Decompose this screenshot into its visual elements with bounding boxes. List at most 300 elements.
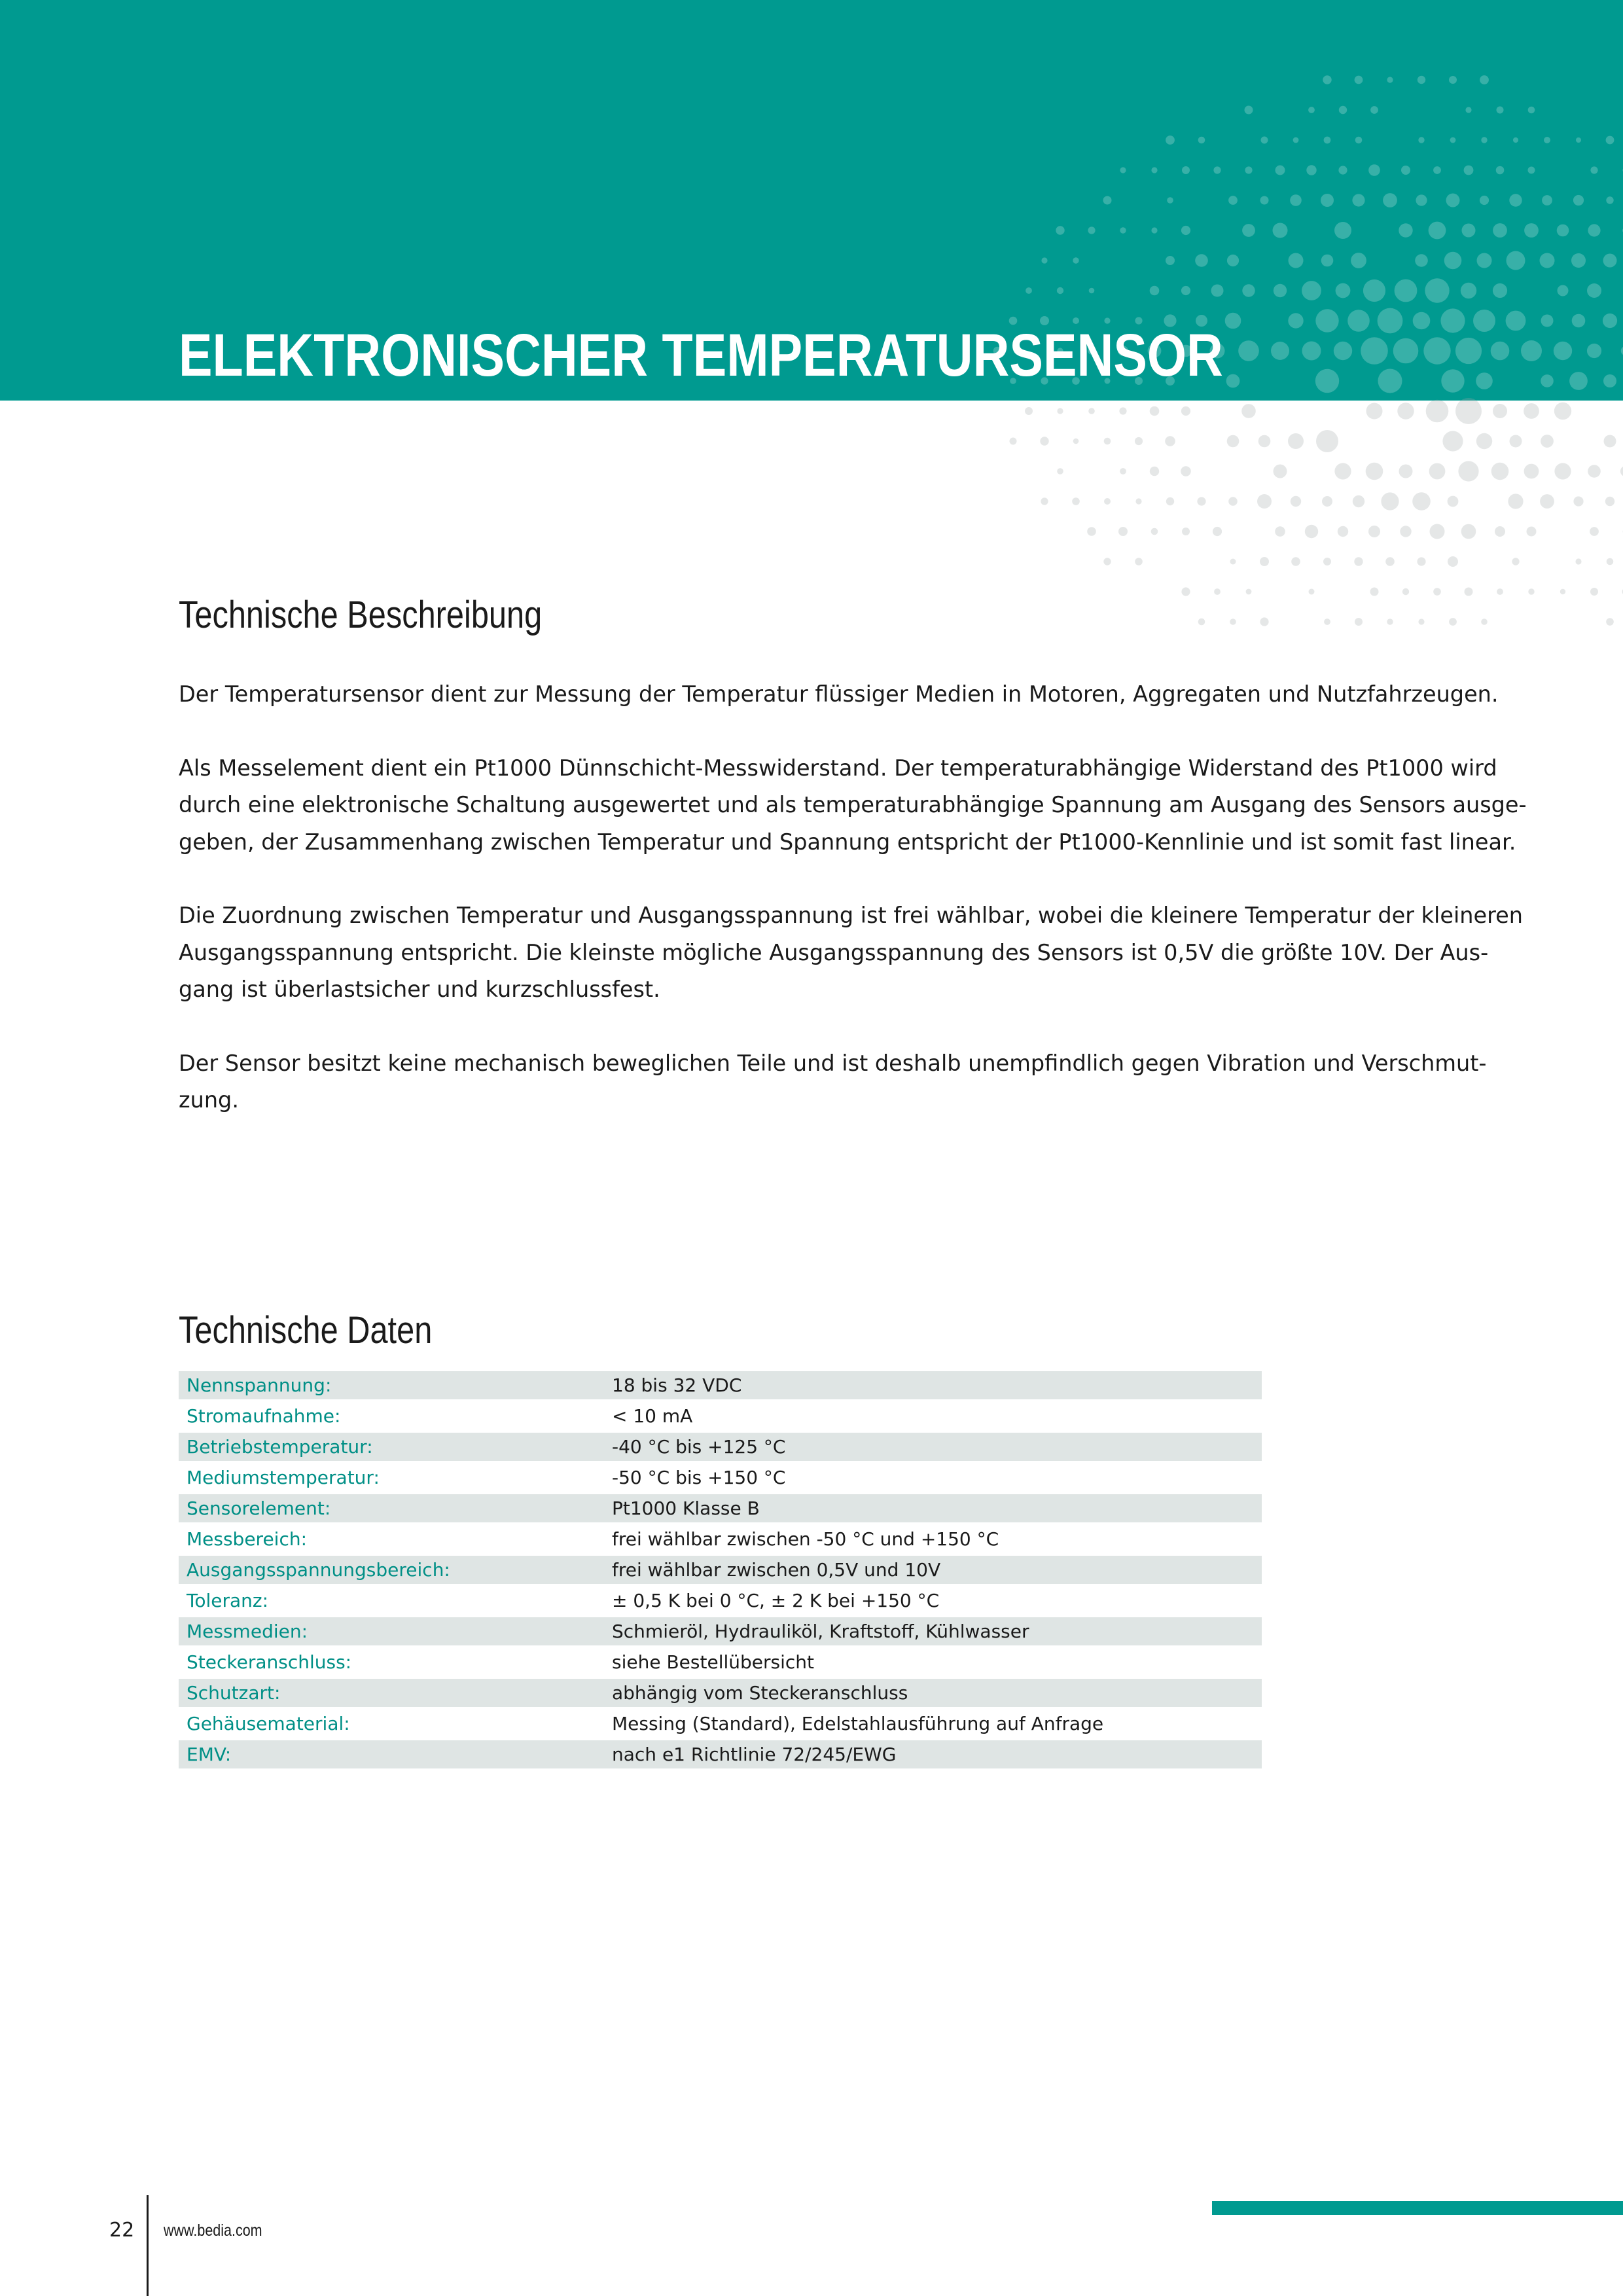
pattern-dot: [1606, 618, 1614, 626]
pattern-dot: [1302, 281, 1321, 300]
pattern-dot: [1182, 528, 1190, 535]
pattern-dot: [1540, 253, 1555, 268]
pattern-dot: [1554, 463, 1571, 479]
pattern-dot: [1010, 438, 1017, 445]
pattern-dot: [1541, 435, 1554, 448]
pattern-dot: [1425, 278, 1449, 302]
pattern-dot: [1150, 406, 1160, 416]
pattern-dot: [1291, 496, 1301, 507]
spec-value: Messing (Standard), Edelstahlausführung auf Anfrage: [612, 1713, 1104, 1734]
description-paragraph: [179, 750, 1527, 861]
footer-url: www.bedia.com: [164, 2221, 262, 2240]
pattern-dot: [1308, 107, 1315, 113]
description-line: Der Sensor besitzt keine mechanisch beweglichen Teile und ist deshalb unempfindlich gegen Vibration und Verschmut-: [179, 1050, 1487, 1076]
pattern-dot: [1370, 588, 1379, 596]
pattern-dot: [1323, 75, 1331, 84]
pattern-dot: [1587, 344, 1601, 358]
pattern-dot: [1508, 493, 1523, 509]
pattern-dot: [1480, 196, 1489, 205]
pattern-dot: [1402, 588, 1409, 595]
pattern-dot: [1353, 495, 1364, 507]
spec-key: Stromaufnahme:: [187, 1405, 341, 1427]
pattern-dot: [1588, 465, 1601, 478]
pattern-dot: [1355, 137, 1363, 144]
pattern-dot: [1087, 527, 1096, 536]
pattern-dot: [1528, 107, 1535, 114]
pattern-dot: [1166, 256, 1175, 265]
pattern-dot: [1104, 438, 1111, 445]
pattern-dot: [1293, 137, 1299, 143]
pattern-dot: [1544, 137, 1550, 143]
description-line: Die Zuordnung zwischen Temperatur und Ausgangsspannung ist frei wählbar, wobei die kleinere Temperatur der kleineren: [179, 903, 1523, 928]
pattern-dot: [1182, 166, 1190, 174]
spec-value: abhängig vom Steckeranschluss: [612, 1679, 1262, 1707]
pattern-dot: [1323, 558, 1331, 565]
pattern-dot: [1309, 589, 1315, 595]
pattern-dot: [1289, 253, 1304, 268]
description-line: geben, der Zusammenhang zwischen Temperatur und Spannung entspricht der Pt1000-Kennlinie und ist somit fast linear.: [179, 829, 1516, 855]
pattern-dot: [1444, 252, 1462, 270]
pattern-dot: [1245, 106, 1253, 115]
pattern-dot: [1041, 257, 1047, 263]
pattern-dot: [1302, 342, 1321, 361]
pattern-dot: [1449, 618, 1457, 626]
description-body: [179, 676, 1527, 1156]
pattern-dot: [1151, 167, 1157, 173]
pattern-dot: [1461, 524, 1476, 539]
pattern-dot: [1073, 439, 1079, 444]
pattern-dot: [1056, 226, 1064, 234]
pattern-dot: [1383, 193, 1397, 207]
pattern-dot: [1242, 224, 1255, 237]
pattern-dot: [1150, 467, 1159, 476]
pattern-dot: [1524, 223, 1539, 238]
pattern-dot: [1491, 342, 1510, 361]
pattern-dot: [1241, 404, 1256, 418]
pattern-dot: [1261, 137, 1268, 144]
pattern-dot: [1497, 588, 1503, 595]
pattern-dot: [1338, 526, 1348, 537]
pattern-dot: [1315, 369, 1339, 393]
pattern-dot: [1135, 558, 1143, 565]
pattern-dot: [1354, 557, 1363, 565]
pattern-dot: [1366, 463, 1383, 480]
pattern-dot: [1573, 195, 1584, 206]
pattern-dot: [1057, 468, 1063, 475]
spec-value: -50 °C bis +150 °C: [612, 1467, 786, 1488]
pattern-dot: [1527, 527, 1537, 537]
pattern-dot: [1473, 310, 1495, 332]
pattern-dot: [1590, 588, 1598, 596]
description-line: gang ist überlastsicher und kurzschlussfest.: [179, 977, 660, 1002]
pattern-dot: [1321, 194, 1334, 207]
pattern-dot: [1399, 465, 1413, 478]
pattern-dot: [1351, 253, 1366, 268]
pattern-dot: [1604, 435, 1616, 448]
pattern-dot: [1246, 589, 1252, 595]
pattern-dot: [1165, 436, 1175, 446]
pattern-dot: [1569, 372, 1588, 390]
spec-value: siehe Bestellübersicht: [612, 1651, 814, 1673]
pattern-dot: [1573, 496, 1583, 506]
pattern-dot: [1387, 77, 1393, 82]
pattern-dot: [1324, 619, 1330, 625]
pattern-dot: [1387, 619, 1393, 624]
pattern-dot: [1399, 223, 1412, 237]
pattern-dot: [1181, 226, 1190, 235]
pattern-dot: [1510, 435, 1522, 448]
pattern-dot: [1524, 464, 1539, 479]
pattern-dot: [1481, 619, 1488, 625]
pattern-dot: [1104, 498, 1111, 505]
spec-row: [179, 1679, 1262, 1707]
pattern-dot: [1120, 167, 1126, 173]
spec-key: Mediumstemperatur:: [187, 1467, 380, 1488]
pattern-dot: [1480, 75, 1489, 84]
pattern-dot: [1334, 342, 1352, 360]
pattern-dot: [1088, 408, 1095, 414]
pattern-dot: [1135, 498, 1141, 504]
pattern-dot: [1260, 557, 1269, 566]
pattern-dot: [1151, 227, 1157, 233]
pattern-dot: [1368, 164, 1380, 176]
pattern-dot: [1324, 137, 1331, 144]
pattern-dot: [1554, 342, 1572, 360]
description-heading: Technische Beschreibung: [179, 594, 543, 636]
description-paragraph: [179, 676, 1499, 713]
pattern-dot: [1400, 526, 1411, 537]
pattern-dot: [1211, 285, 1224, 297]
pattern-dot: [1557, 224, 1569, 237]
pattern-dot: [1338, 166, 1347, 174]
spec-key: EMV:: [179, 1740, 612, 1768]
pattern-dot: [1603, 314, 1617, 328]
spec-value: -40 °C bis +125 °C: [612, 1433, 1262, 1461]
page-title: ELEKTRONISCHER TEMPERATURSENSOR: [179, 322, 1223, 389]
spec-key: Sensorelement:: [179, 1494, 612, 1522]
pattern-dot: [1477, 253, 1492, 268]
pattern-dot: [1415, 254, 1428, 267]
pattern-dot: [1352, 194, 1364, 206]
pattern-dot: [1497, 107, 1504, 114]
pattern-dot: [1316, 430, 1338, 452]
pattern-dot: [1426, 400, 1449, 423]
pattern-dot: [1321, 255, 1334, 267]
pattern-dot: [1605, 497, 1614, 506]
pattern-dot: [1378, 308, 1403, 334]
pattern-dot: [1481, 137, 1487, 143]
pattern-dot: [1334, 463, 1351, 479]
pattern-dot: [1450, 137, 1456, 143]
pattern-dot: [1433, 588, 1441, 596]
pattern-dot: [1542, 195, 1552, 206]
pattern-dot: [1493, 223, 1507, 238]
pattern-dot: [1275, 166, 1285, 175]
pattern-dot: [1057, 287, 1063, 294]
pattern-dot: [1493, 283, 1507, 298]
pattern-dot: [1393, 338, 1419, 364]
pattern-dot: [1230, 619, 1236, 625]
pattern-dot: [1412, 492, 1431, 511]
pattern-dot: [1575, 558, 1581, 564]
pattern-dot: [1491, 463, 1509, 480]
pattern-dot: [1291, 557, 1300, 566]
pattern-dot: [1554, 403, 1571, 420]
pattern-dot: [1423, 337, 1450, 364]
pattern-dot: [1587, 283, 1601, 298]
spec-value: frei wählbar zwischen -50 °C und +150 °C: [612, 1528, 999, 1550]
spec-key: Betriebstemperatur:: [179, 1433, 612, 1461]
pattern-dot: [1275, 526, 1285, 537]
spec-row: [179, 1648, 1262, 1676]
pattern-dot: [1073, 257, 1079, 263]
spec-row: [179, 1463, 1262, 1492]
pattern-dot: [1462, 224, 1476, 238]
pattern-dot: [1257, 494, 1272, 509]
data-heading: Technische Daten: [179, 1309, 433, 1352]
pattern-dot: [1120, 227, 1126, 233]
pattern-dot: [1290, 194, 1302, 206]
pattern-dot: [1401, 166, 1410, 175]
pattern-dot: [1378, 369, 1402, 393]
pattern-dot: [1228, 196, 1238, 205]
pattern-dot: [1448, 556, 1458, 567]
pattern-dot: [1306, 165, 1316, 175]
pattern-dot: [1512, 558, 1519, 565]
spec-key: Steckeranschluss:: [187, 1651, 352, 1673]
pattern-dot: [1230, 559, 1236, 565]
pattern-dot: [1588, 224, 1600, 236]
pattern-dot: [1381, 492, 1399, 510]
spec-value: 18 bis 32 VDC: [612, 1371, 1262, 1399]
pattern-dot: [1603, 374, 1616, 387]
pattern-dot: [1528, 588, 1534, 594]
pattern-dot: [1606, 196, 1613, 204]
description-line: Der Temperatursensor dient zur Messung der Temperatur flüssiger Medien in Motoren, Aggregaten und Nutzfahrzeugen.: [179, 681, 1499, 707]
pattern-dot: [1025, 407, 1033, 415]
pattern-dot: [1465, 107, 1471, 113]
pattern-dot: [1458, 461, 1478, 481]
pattern-dot: [1260, 196, 1269, 205]
pattern-dot: [1315, 309, 1338, 332]
pattern-dot: [1418, 619, 1424, 624]
pattern-dot: [1166, 135, 1175, 145]
spec-key: Gehäusematerial:: [187, 1713, 350, 1734]
pattern-dot: [1274, 465, 1287, 478]
pattern-dot: [1607, 558, 1614, 565]
pattern-dot: [1258, 435, 1271, 448]
pattern-dot: [1103, 196, 1112, 205]
footer-divider: [147, 2195, 149, 2296]
pattern-dot: [1238, 340, 1259, 361]
spec-row: [179, 1402, 1262, 1430]
pattern-dot: [1576, 137, 1581, 143]
pattern-dot: [1397, 403, 1414, 419]
pattern-dot: [1135, 437, 1143, 445]
pattern-dot: [1226, 374, 1240, 388]
pattern-dot: [1245, 166, 1252, 173]
pattern-dot: [1273, 223, 1288, 238]
pattern-dot: [1242, 284, 1255, 296]
pattern-dot: [1540, 494, 1554, 509]
description-paragraph: [179, 1045, 1487, 1119]
pattern-dot: [1417, 557, 1425, 565]
pattern-dot: [1507, 251, 1525, 270]
spec-key: Toleranz:: [187, 1590, 269, 1611]
spec-key: Schutzart:: [179, 1679, 612, 1707]
pattern-dot: [1057, 408, 1063, 414]
pattern-dot: [1571, 253, 1586, 268]
pattern-dot: [1227, 435, 1240, 448]
pattern-dot: [1322, 496, 1332, 507]
pattern-dot: [1198, 619, 1205, 626]
pattern-dot: [1464, 166, 1474, 175]
pattern-dot: [1225, 313, 1241, 329]
pattern-dot: [1088, 226, 1095, 234]
spec-key: Messbereich:: [187, 1528, 308, 1550]
pattern-dot: [1465, 588, 1473, 596]
pattern-dot: [1120, 468, 1126, 475]
pattern-dot: [1288, 433, 1304, 449]
pattern-dot: [1361, 337, 1388, 365]
pattern-dot: [1151, 528, 1158, 535]
pattern-dot: [1274, 284, 1287, 297]
pattern-dot: [1590, 166, 1597, 173]
pattern-dot: [1461, 283, 1476, 298]
pattern-dot: [1495, 526, 1505, 537]
pattern-dot: [1181, 466, 1191, 476]
spec-value: nach e1 Richtlinie 72/245/EWG: [612, 1740, 1262, 1768]
pattern-dot: [1509, 194, 1522, 206]
pattern-dot: [1455, 338, 1482, 364]
spec-table: [179, 1369, 1262, 1771]
pattern-dot: [1041, 497, 1048, 505]
pattern-dot: [1590, 527, 1599, 536]
pattern-dot: [1429, 222, 1446, 240]
pattern-dot: [1198, 137, 1205, 144]
pattern-dot: [1288, 313, 1303, 328]
pattern-dot: [1181, 587, 1190, 596]
pattern-dot: [1355, 618, 1363, 626]
pattern-dot: [1560, 589, 1565, 594]
pattern-dot: [1429, 463, 1446, 480]
pattern-dot: [1524, 403, 1539, 419]
spec-key: Ausgangsspannungsbereich:: [179, 1556, 612, 1584]
spec-value: Schmieröl, Hydrauliköl, Kraftstoff, Kühlwasser: [612, 1617, 1262, 1645]
spec-value: Pt1000 Klasse B: [612, 1494, 1262, 1522]
pattern-dot: [1413, 312, 1431, 330]
spec-key: Nennspannung:: [179, 1371, 612, 1399]
pattern-dot: [1433, 166, 1441, 174]
spec-row: [179, 1740, 1262, 1768]
pattern-dot: [1476, 433, 1492, 449]
footer-accent-bar: [1212, 2201, 1623, 2215]
spec-value: < 10 mA: [612, 1405, 693, 1427]
spec-row: [179, 1525, 1262, 1553]
pattern-dot: [1072, 497, 1080, 505]
spec-row: [179, 1494, 1262, 1522]
pattern-dot: [1418, 76, 1425, 84]
pattern-dot: [1181, 286, 1190, 295]
spec-key: Messmedien:: [179, 1617, 612, 1645]
pattern-dot: [1521, 340, 1542, 361]
pattern-dot: [1339, 106, 1347, 114]
pattern-dot: [1528, 167, 1535, 174]
pattern-dot: [1118, 527, 1128, 536]
pattern-dot: [1334, 222, 1351, 239]
pattern-dot: [1195, 254, 1208, 267]
pattern-dot: [1260, 617, 1268, 626]
pattern-dot: [1506, 311, 1526, 331]
pattern-dot: [1197, 497, 1205, 505]
pattern-dot: [1418, 137, 1424, 143]
pattern-dot: [1368, 526, 1380, 537]
pattern-dot: [1366, 403, 1383, 420]
pattern-dot: [1558, 285, 1569, 296]
pattern-dot: [1513, 137, 1518, 143]
pattern-dot: [1441, 369, 1464, 392]
pattern-dot: [1370, 106, 1378, 114]
pattern-dot: [1214, 588, 1221, 595]
pattern-dot: [1271, 342, 1289, 360]
spec-value: frei wählbar zwischen 0,5V und 10V: [612, 1556, 1262, 1584]
description-line: Als Messelement dient ein Pt1000 Dünnschicht-Messwiderstand. Der temperaturabhängige Widerstand des Pt1000 wird: [179, 755, 1497, 781]
pattern-dot: [1167, 197, 1173, 204]
pattern-dot: [1606, 136, 1614, 145]
description-line: Ausgangsspannung entspricht. Die kleinste mögliche Ausgangsspannung des Sensors ist 0,5V die größte 10V. Der Aus-: [179, 939, 1489, 965]
pattern-dot: [1166, 497, 1174, 505]
pattern-dot: [1442, 431, 1463, 451]
pattern-dot: [1363, 279, 1385, 302]
pattern-dot: [1603, 254, 1617, 268]
pattern-dot: [1541, 374, 1554, 387]
description-line: zung.: [179, 1087, 239, 1113]
pattern-dot: [1181, 406, 1190, 416]
pattern-dot: [1227, 255, 1239, 266]
pattern-dot: [1213, 527, 1222, 536]
pattern-dot: [1119, 407, 1126, 414]
pattern-dot: [1026, 287, 1032, 294]
pattern-dot: [1493, 404, 1507, 418]
pattern-dot: [1416, 194, 1427, 206]
pattern-dot: [1430, 524, 1445, 539]
pattern-dot: [1305, 525, 1318, 538]
pattern-dot: [1040, 437, 1048, 445]
pattern-dot: [1620, 466, 1623, 476]
pattern-dot: [1385, 557, 1395, 566]
description-paragraph: [179, 897, 1523, 1009]
spec-row: [179, 1556, 1262, 1584]
spec-value: ± 0,5 K bei 0 °C, ± 2 K bei +150 °C: [612, 1590, 940, 1611]
description-line: durch eine elektronische Schaltung ausgewertet und als temperaturabhängige Spannung am Ausgang des Sensors ausge-: [179, 792, 1527, 817]
spec-row: [179, 1371, 1262, 1399]
page-number: 22: [109, 2219, 135, 2242]
pattern-dot: [1446, 194, 1460, 207]
pattern-dot: [1448, 496, 1459, 507]
spec-row: [179, 1587, 1262, 1615]
pattern-dot: [1213, 166, 1221, 173]
pattern-dot: [1449, 76, 1457, 84]
pattern-dot: [1089, 288, 1095, 294]
pattern-dot: [1336, 283, 1351, 298]
pattern-dot: [1440, 308, 1465, 332]
pattern-dot: [1355, 76, 1363, 84]
pattern-dot: [1103, 558, 1111, 565]
pattern-dot: [1496, 166, 1505, 175]
pattern-dot: [1150, 286, 1160, 296]
spec-row: [179, 1710, 1262, 1738]
pattern-dot: [1347, 310, 1370, 332]
